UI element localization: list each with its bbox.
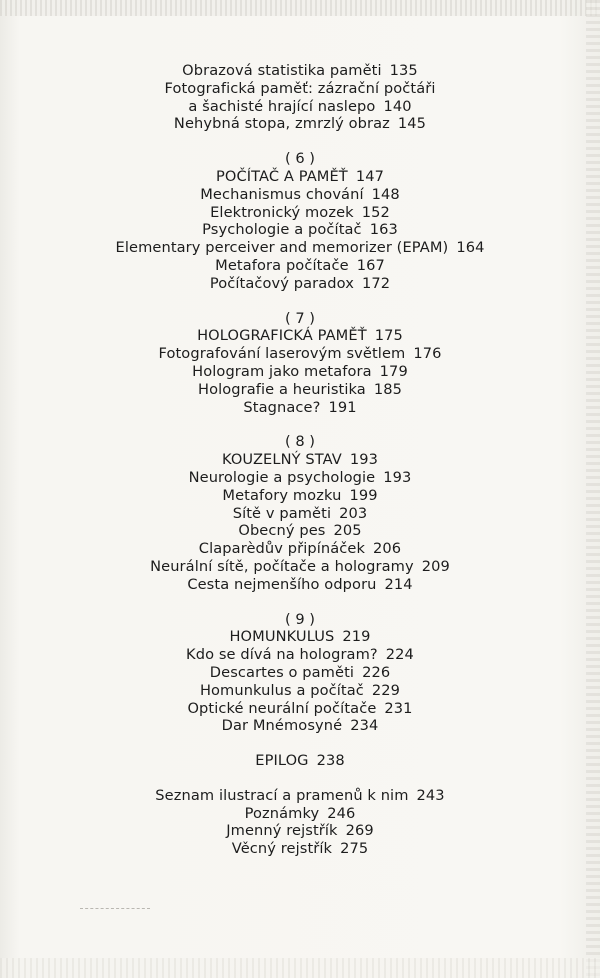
page-top-edge: [0, 0, 600, 16]
toc-entry-title: Kdo se dívá na hologram?: [186, 646, 378, 664]
toc-entry-title: Mechanismus chování: [200, 185, 364, 203]
chapter-heading: [0, 628, 600, 646]
chapter-page: 147: [355, 167, 384, 185]
toc-entry: [0, 204, 600, 222]
toc-chapter-9: [0, 611, 600, 736]
toc-entry-title: Fotografování laserovým světlem: [158, 345, 406, 363]
chapter-title: POČÍTAČ A PAMĚŤ: [216, 167, 348, 185]
spacer: [0, 416, 600, 433]
toc-entry-page: 135: [389, 62, 418, 79]
toc-entry-page: 209: [421, 557, 450, 575]
toc-entry-title: Metafora počítače: [215, 256, 349, 274]
toc-entry-title: Psychologie a počítač: [202, 221, 362, 239]
toc-entry-page: 243: [416, 786, 445, 804]
toc-entry-page: 148: [371, 185, 400, 203]
toc-entry-page: 193: [383, 468, 412, 486]
toc-entry: [0, 805, 600, 823]
toc-entry-page: 176: [413, 345, 442, 363]
toc-entry-title: Dar Mnémosyné: [221, 717, 343, 735]
toc-entry-title: Descartes o paměti: [209, 663, 355, 681]
toc-entry: [0, 822, 600, 840]
toc-entry: [0, 700, 600, 718]
toc-entry-title: Stagnace?: [243, 398, 321, 416]
toc-entry: [0, 98, 600, 116]
toc-entry-title: Cesta nejmenšího odporu: [187, 575, 377, 593]
toc-entry: [0, 717, 600, 735]
epilog-title: EPILOG: [255, 752, 309, 770]
toc-entry-page: 172: [362, 274, 391, 292]
toc-entry-page: 224: [385, 646, 414, 664]
toc-section-continued: [0, 62, 600, 133]
toc-chapter-8: [0, 433, 600, 593]
toc-entry-title: Fotografická paměť: zázrační počtáři: [164, 79, 436, 97]
toc-entry: [0, 682, 600, 700]
spacer: [0, 133, 600, 150]
toc-entry-page: 205: [333, 522, 362, 540]
toc-entry-page: 229: [371, 681, 401, 699]
chapter-number: ( 8 ): [285, 433, 315, 451]
toc-entry-page: 163: [369, 221, 398, 239]
toc-entry-title: Elektronický mozek: [210, 203, 354, 221]
chapter-title: KOUZELNÝ STAV: [221, 451, 342, 469]
toc-entry-page: 185: [373, 380, 402, 398]
toc-entry-page: 199: [349, 486, 378, 504]
toc-entry-page: 140: [383, 97, 412, 115]
toc-entry: [0, 646, 600, 664]
toc-entry-page: 214: [384, 575, 413, 593]
toc-entry-title: Claparèdův připínáček: [198, 540, 366, 558]
toc-entry-title: Sítě v paměti: [232, 504, 332, 522]
toc-entry-title: Poznámky: [244, 804, 320, 822]
toc-entry: [0, 522, 600, 540]
toc-entry-title: Neurologie a psychologie: [188, 468, 376, 486]
chapter-title: HOMUNKULUS: [229, 628, 335, 646]
table-of-contents: [0, 62, 600, 858]
chapter-title: HOLOGRAFICKÁ PAMĚŤ: [197, 327, 367, 345]
toc-entry: [0, 62, 600, 80]
chapter-page: 193: [349, 451, 379, 469]
toc-entry: [0, 558, 600, 576]
toc-entry-title: Optické neurální počítače: [187, 699, 377, 717]
toc-entry-title: Homunkulus a počítač: [199, 681, 364, 699]
toc-entry-page: 179: [379, 362, 408, 380]
toc-entry-page: 203: [339, 504, 368, 522]
chapter-heading: [0, 168, 600, 186]
toc-entry-page: 167: [356, 256, 385, 274]
toc-entry: [0, 221, 600, 239]
toc-entry: [0, 664, 600, 682]
toc-entry: [0, 275, 600, 293]
toc-epilog: [0, 752, 600, 770]
toc-entry-page: 145: [397, 115, 427, 133]
toc-entry: [0, 576, 600, 594]
toc-entry: [0, 345, 600, 363]
epilog-page: 238: [316, 752, 345, 770]
toc-chapter-7: [0, 310, 600, 417]
toc-entry: [0, 115, 600, 133]
toc-entry-page: 206: [373, 540, 402, 558]
spacer: [0, 594, 600, 611]
toc-entry-title: Holografie a heuristika: [198, 380, 366, 398]
toc-entry-title: Věcný rejstřík: [231, 840, 333, 858]
toc-entry-page: 226: [362, 663, 391, 681]
toc-entry-title: Obrazová statistika paměti: [182, 62, 382, 79]
chapter-heading: [0, 451, 600, 469]
toc-entry-page: 191: [328, 398, 357, 416]
toc-entry-title: a šachisté hrající naslepo: [188, 97, 376, 115]
chapter-heading: [0, 327, 600, 345]
toc-entry-title: Jmenný rejstřík: [226, 822, 338, 840]
toc-entry: [0, 363, 600, 381]
toc-entry-page: 246: [327, 804, 356, 822]
toc-entry-title: Obecný pes: [238, 522, 326, 540]
toc-entry: [0, 399, 600, 417]
spacer: [0, 735, 600, 752]
toc-entry: [0, 469, 600, 487]
toc-entry-title: Elementary perceiver and memorizer (EPAM): [115, 239, 449, 257]
toc-entry-title: Počítačový paradox: [209, 274, 354, 292]
toc-entry: [0, 257, 600, 275]
chapter-page: 219: [342, 628, 371, 646]
toc-appendix: [0, 787, 600, 858]
toc-chapter-6: [0, 150, 600, 292]
toc-entry: [0, 787, 600, 805]
toc-entry: [0, 186, 600, 204]
toc-entry-title: Neurální sítě, počítače a hologramy: [150, 557, 414, 575]
toc-entry: [0, 80, 600, 98]
toc-entry: [0, 840, 600, 858]
toc-entry: [0, 239, 600, 257]
toc-entry-page: 269: [345, 822, 374, 840]
toc-entry-page: 152: [361, 203, 390, 221]
pencil-mark: [80, 908, 150, 910]
spacer: [0, 293, 600, 310]
page-bottom-edge: [0, 958, 600, 978]
toc-entry: [0, 505, 600, 523]
toc-entry-page: 275: [340, 840, 369, 858]
toc-entry-page: 234: [350, 717, 379, 735]
spacer: [0, 770, 600, 787]
toc-entry-page: 231: [384, 699, 413, 717]
chapter-number: ( 7 ): [285, 309, 315, 327]
toc-entry: [0, 540, 600, 558]
toc-entry-title: Hologram jako metafora: [192, 362, 372, 380]
toc-entry: [0, 487, 600, 505]
toc-entry-title: Nehybná stopa, zmrzlý obraz: [173, 115, 390, 133]
chapter-number: ( 6 ): [285, 150, 315, 168]
toc-entry-title: Seznam ilustrací a pramenů k nim: [155, 786, 409, 804]
chapter-page: 175: [374, 327, 403, 345]
toc-entry: [0, 381, 600, 399]
toc-entry-title: Metafory mozku: [222, 486, 342, 504]
chapter-number: ( 9 ): [285, 610, 315, 628]
toc-entry-page: 164: [456, 239, 485, 257]
